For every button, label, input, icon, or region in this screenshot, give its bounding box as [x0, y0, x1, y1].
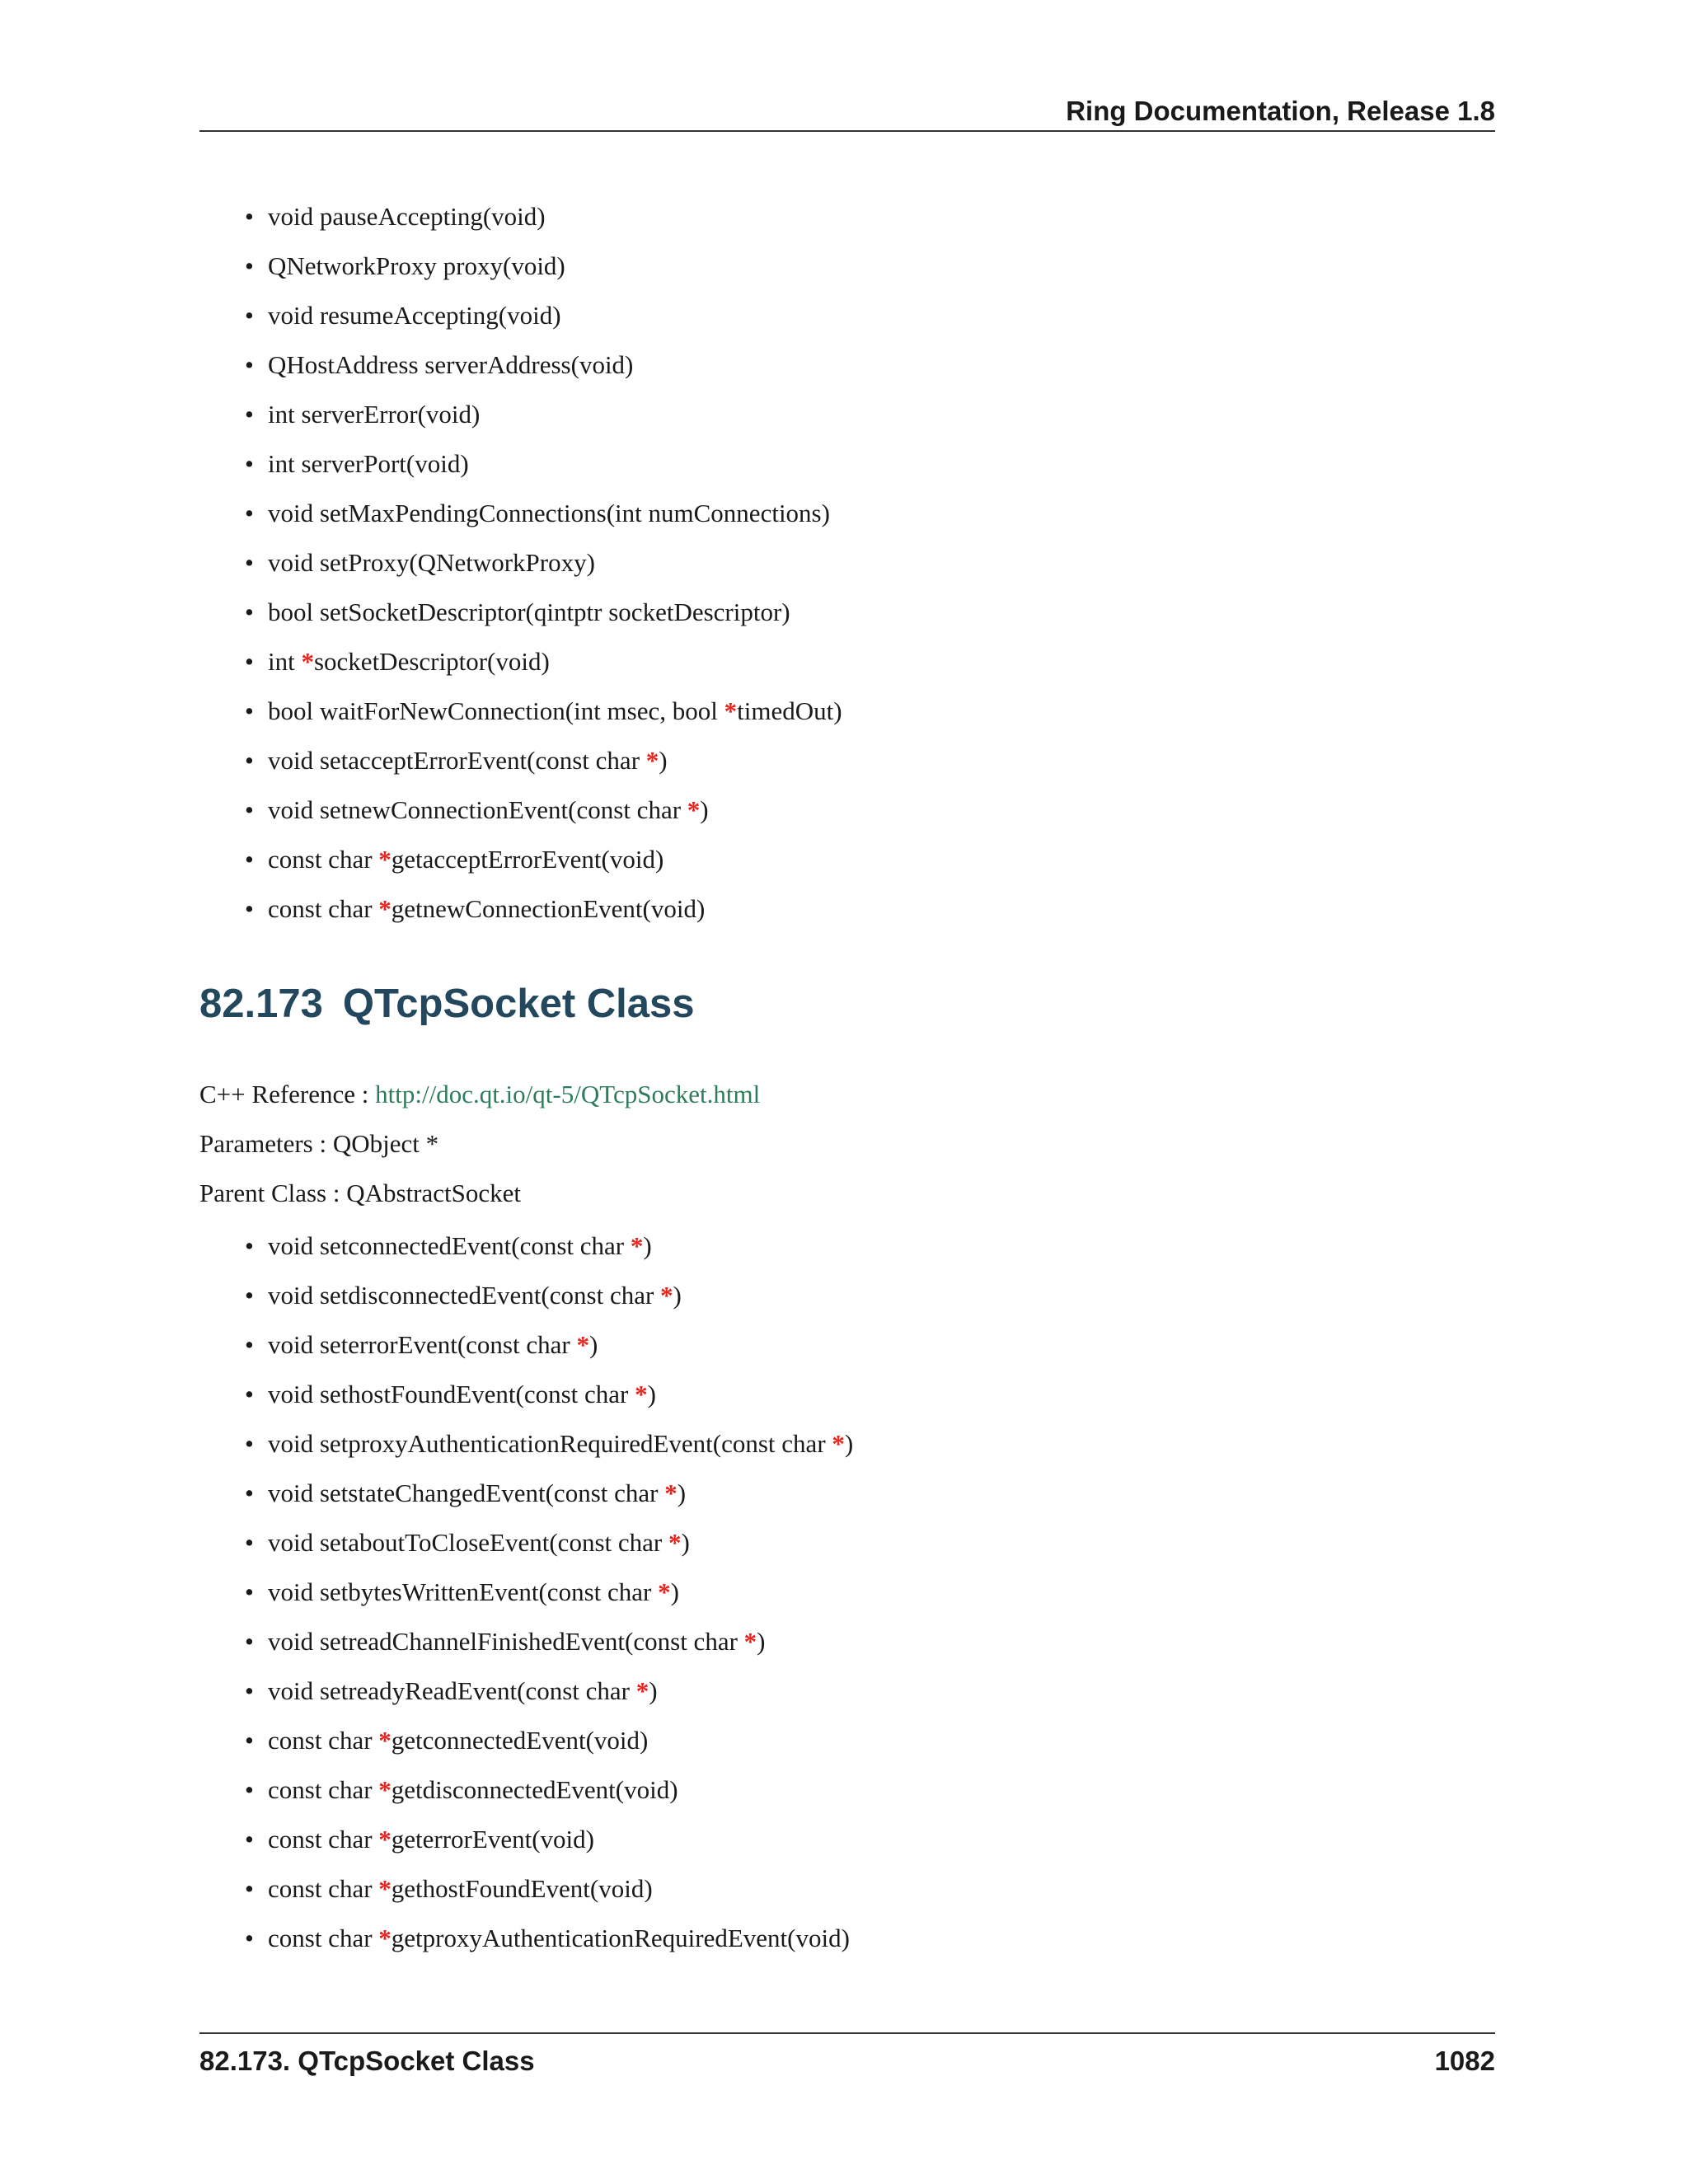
- bullet-icon: •: [245, 350, 254, 379]
- list-item: • void setstateChangedEvent(const char *): [245, 1469, 853, 1518]
- running-header: [199, 92, 1495, 132]
- list-item: • QNetworkProxy proxy(void): [245, 241, 842, 291]
- running-footer: [199, 2032, 1495, 2080]
- list-item: • int serverError(void): [245, 390, 842, 439]
- list-item: • void setProxy(QNetworkProxy): [245, 538, 842, 588]
- bullet-icon: •: [245, 795, 254, 824]
- bullet-icon: •: [245, 598, 254, 626]
- list-item: • void setproxyAuthenticationRequiredEvent(const char *): [245, 1419, 853, 1469]
- bullet-icon: •: [245, 1528, 254, 1557]
- list-item: • const char *getacceptErrorEvent(void): [245, 835, 842, 884]
- parent-class-line: Parent Class : QAbstractSocket: [199, 1179, 522, 1207]
- bullet-icon: •: [245, 746, 254, 775]
- parameters-line: Parameters : QObject *: [199, 1129, 439, 1158]
- list-item: • void pauseAccepting(void): [245, 192, 842, 241]
- bullet-icon: •: [245, 1429, 254, 1458]
- list-item: • void setconnectedEvent(const char *): [245, 1221, 853, 1271]
- bullet-icon: •: [245, 845, 254, 874]
- list-item: • void setnewConnectionEvent(const char *): [245, 785, 842, 835]
- page-number: 1082: [1434, 2046, 1495, 2076]
- list-item: • void setaboutToCloseEvent(const char *): [245, 1518, 853, 1568]
- list-item: • void setreadChannelFinishedEvent(const char *): [245, 1617, 853, 1666]
- bullet-icon: •: [245, 1726, 254, 1755]
- list-item: • void setdisconnectedEvent(const char *): [245, 1271, 853, 1320]
- list-item: • bool setSocketDescriptor(qintptr socketDescriptor): [245, 588, 842, 637]
- bullet-icon: •: [245, 1380, 254, 1408]
- bullet-icon: •: [245, 1231, 254, 1260]
- list-item: • const char *gethostFoundEvent(void): [245, 1864, 853, 1914]
- bullet-icon: •: [245, 1330, 254, 1359]
- list-item: • const char *getnewConnectionEvent(void): [245, 884, 842, 934]
- bullet-icon: •: [245, 1676, 254, 1705]
- bullet-icon: •: [245, 301, 254, 330]
- bullet-icon: •: [245, 894, 254, 923]
- bullet-icon: •: [245, 1627, 254, 1656]
- bullet-icon: •: [245, 1577, 254, 1606]
- method-list-qtcpsocket: [245, 1221, 853, 1963]
- list-item: • void sethostFoundEvent(const char *): [245, 1370, 853, 1419]
- list-item: • const char *geterrorEvent(void): [245, 1815, 853, 1864]
- bullet-icon: •: [245, 499, 254, 527]
- list-item: • void setMaxPendingConnections(int numConnections): [245, 489, 842, 538]
- bullet-icon: •: [245, 400, 254, 429]
- bullet-icon: •: [245, 1924, 254, 1952]
- list-item: • bool waitForNewConnection(int msec, bool *timedOut): [245, 687, 842, 736]
- list-item: • QHostAddress serverAddress(void): [245, 340, 842, 390]
- list-item: • void resumeAccepting(void): [245, 291, 842, 340]
- list-item: • int *socketDescriptor(void): [245, 637, 842, 687]
- section-number: 82.173: [199, 982, 323, 1026]
- list-item: • void setacceptErrorEvent(const char *): [245, 736, 842, 785]
- list-item: • void setreadyReadEvent(const char *): [245, 1666, 853, 1716]
- section-heading: [199, 981, 695, 1027]
- list-item: • void seterrorEvent(const char *): [245, 1320, 853, 1370]
- bullet-icon: •: [245, 251, 254, 280]
- reference-link[interactable]: http://doc.qt.io/qt-5/QTcpSocket.html: [375, 1080, 761, 1108]
- list-item: • void setbytesWrittenEvent(const char *): [245, 1568, 853, 1617]
- list-item: • const char *getconnectedEvent(void): [245, 1716, 853, 1765]
- bullet-icon: •: [245, 696, 254, 725]
- bullet-icon: •: [245, 1874, 254, 1903]
- bullet-icon: •: [245, 1775, 254, 1804]
- bullet-icon: •: [245, 449, 254, 478]
- bullet-icon: •: [245, 1281, 254, 1310]
- list-item: • const char *getdisconnectedEvent(void): [245, 1765, 853, 1815]
- header-title: Ring Documentation, Release 1.8: [1066, 96, 1495, 126]
- method-list-qtcpserver: [245, 192, 842, 934]
- bullet-icon: •: [245, 1825, 254, 1854]
- section-title: QTcpSocket Class: [342, 982, 695, 1026]
- list-item: • const char *getproxyAuthenticationRequiredEvent(void): [245, 1914, 853, 1963]
- document-page: [199, 0, 1495, 2184]
- bullet-icon: •: [245, 202, 254, 231]
- bullet-icon: •: [245, 647, 254, 676]
- reference-label: C++ Reference :: [199, 1080, 376, 1108]
- footer-section: 82.173. QTcpSocket Class: [199, 2046, 535, 2076]
- bullet-icon: •: [245, 1479, 254, 1507]
- list-item: • int serverPort(void): [245, 439, 842, 489]
- cpp-reference: [199, 1080, 760, 1109]
- bullet-icon: •: [245, 548, 254, 577]
